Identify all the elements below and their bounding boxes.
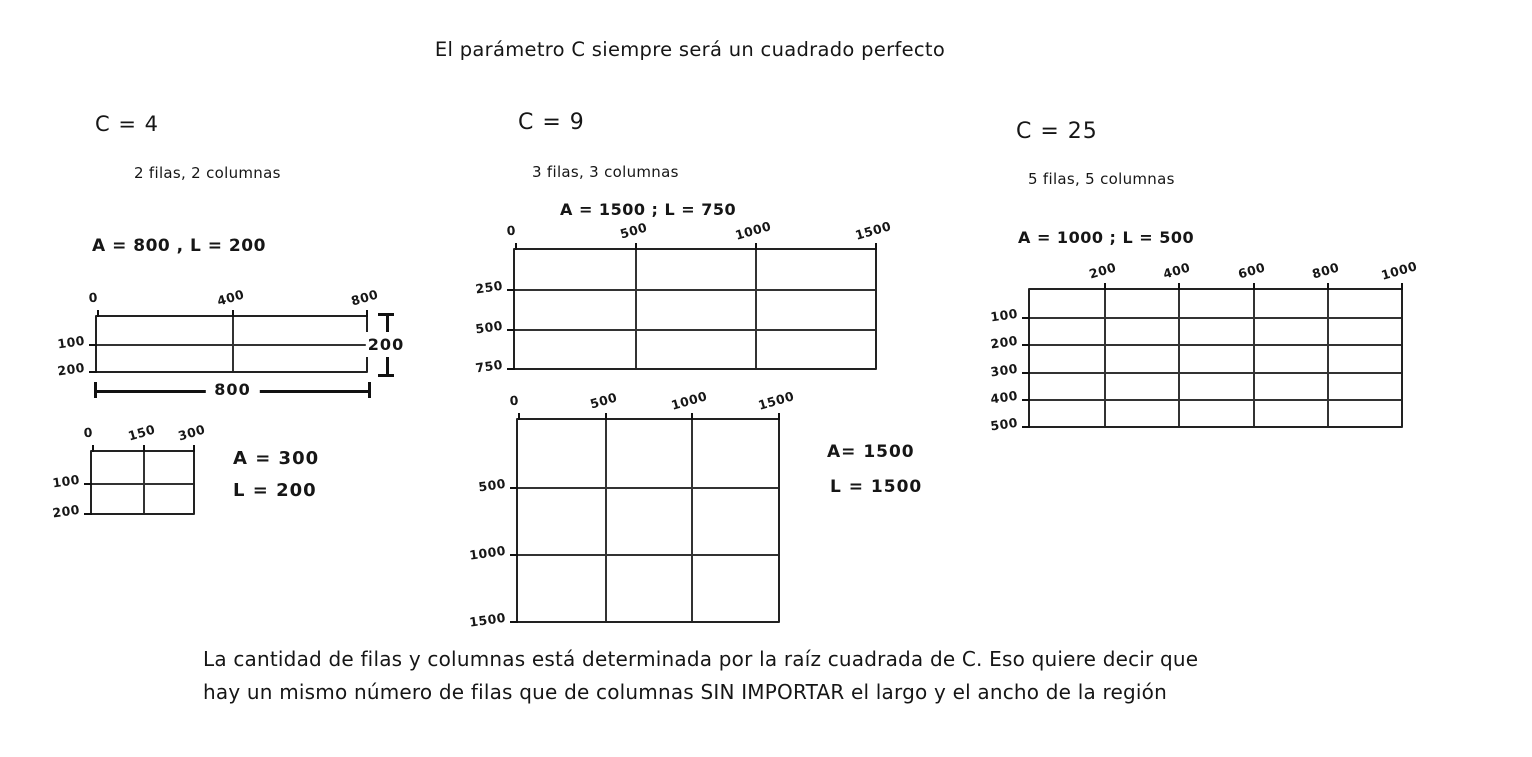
x-tick-label: 500	[587, 389, 619, 412]
grid-row-line	[92, 483, 193, 485]
y-axis-tick	[507, 329, 515, 331]
c4-side-area-label: A = 300	[233, 448, 320, 469]
section-c9-params: A = 1500 ; L = 750	[560, 200, 737, 219]
x-tick-label: 1000	[733, 218, 773, 243]
x-tick-label: 0	[506, 222, 517, 239]
x-axis-tick	[635, 243, 637, 250]
y-tick-label: 200	[51, 501, 81, 521]
y-axis-tick	[1022, 399, 1030, 401]
x-axis-tick	[1178, 283, 1180, 290]
height-dimension-label: 200	[366, 332, 406, 357]
grid-row-line	[515, 329, 875, 331]
x-axis-tick	[1104, 283, 1106, 290]
grid-column-line	[635, 250, 637, 368]
grid-row-line	[1030, 317, 1401, 319]
y-tick-label: 300	[989, 360, 1019, 380]
y-axis-tick	[89, 344, 97, 346]
y-tick-label: 250	[474, 278, 504, 297]
grid-column-line	[1178, 290, 1180, 426]
y-axis-tick	[510, 554, 518, 556]
section-c9-heading: C = 9	[518, 110, 585, 135]
section-c25-heading: C = 25	[1016, 119, 1098, 144]
x-axis-tick	[232, 310, 234, 317]
c9-side-area-label: A= 1500	[827, 442, 915, 462]
x-tick-label: 800	[1310, 259, 1341, 282]
x-tick-label: 1000	[1379, 258, 1419, 283]
x-axis-tick	[515, 243, 517, 250]
grid-c9-wide	[474, 218, 893, 376]
grid-column-line	[691, 420, 693, 621]
section-c4-params: A = 800 , L = 200	[92, 236, 266, 256]
grid-c4-small	[51, 421, 207, 521]
grid-column-line	[1253, 290, 1255, 426]
section-c9-subheading: 3 filas, 3 columnas	[532, 163, 679, 181]
section-c25-params: A = 1000 ; L = 500	[1018, 228, 1195, 247]
x-axis-tick	[1253, 283, 1255, 290]
y-axis-tick	[84, 513, 92, 515]
y-tick-label: 200	[56, 359, 86, 379]
x-axis-tick	[143, 445, 145, 452]
y-tick-label: 750	[474, 356, 504, 376]
x-tick-label: 600	[1235, 259, 1267, 282]
x-axis-tick	[92, 445, 94, 452]
x-axis-tick	[193, 445, 195, 452]
x-axis-tick	[518, 413, 520, 420]
x-axis-tick	[366, 310, 368, 317]
grid-c25-main	[989, 258, 1419, 434]
y-axis-tick	[1022, 317, 1030, 319]
section-c4-subheading: 2 filas, 2 columnas	[134, 164, 281, 182]
y-axis-tick	[1022, 344, 1030, 346]
c9-side-length-label: L = 1500	[830, 477, 923, 497]
x-axis-tick	[1327, 283, 1329, 290]
grid-row-line	[518, 554, 778, 556]
grid-row-line	[515, 289, 875, 291]
y-axis-tick	[1022, 426, 1030, 428]
grid-column-line	[605, 420, 607, 621]
x-tick-label: 1500	[853, 218, 893, 243]
x-axis-tick	[875, 243, 877, 250]
c4-side-length-label: L = 200	[233, 480, 317, 501]
grid-row-line	[1030, 344, 1401, 346]
y-axis-tick	[84, 483, 92, 485]
y-axis-tick	[510, 487, 518, 489]
grid-row-line	[518, 487, 778, 489]
y-tick-label: 500	[989, 414, 1019, 434]
x-axis-tick	[778, 413, 780, 420]
x-tick-label: 400	[214, 286, 246, 309]
x-tick-label: 0	[509, 392, 520, 409]
y-tick-label: 100	[989, 305, 1019, 325]
page-title: El parámetro C siempre será un cuadrado perfecto	[434, 38, 946, 61]
y-axis-tick	[1022, 372, 1030, 374]
x-tick-label: 500	[618, 219, 649, 242]
y-tick-label: 1000	[468, 542, 507, 563]
grid-column-line	[1104, 290, 1106, 426]
y-axis-tick	[89, 371, 97, 373]
grid-column-line	[755, 250, 757, 368]
x-axis-tick	[605, 413, 607, 420]
width-dimension-label: 800	[205, 380, 259, 399]
footer-line-1: La cantidad de filas y columnas está determinada por la raíz cuadrada de C. Eso quiere decir que	[203, 647, 1199, 671]
x-axis-tick	[1401, 283, 1403, 290]
x-axis-tick	[97, 310, 99, 317]
grid-row-line	[1030, 372, 1401, 374]
x-axis-tick	[755, 243, 757, 250]
x-tick-label: 0	[83, 424, 94, 441]
y-tick-label: 200	[989, 333, 1019, 352]
x-tick-label: 400	[1161, 259, 1193, 282]
y-axis-tick	[507, 368, 515, 370]
y-tick-label: 400	[989, 387, 1019, 407]
y-tick-label: 100	[51, 471, 81, 490]
grid-row-line	[1030, 399, 1401, 401]
x-tick-label: 300	[176, 421, 207, 444]
footer-line-2: hay un mismo número de filas que de columnas SIN IMPORTAR el largo y el ancho de la región	[203, 680, 1167, 704]
x-tick-label: 200	[1087, 259, 1119, 282]
y-tick-label: 1500	[468, 609, 507, 630]
x-tick-label: 1500	[756, 388, 796, 413]
y-tick-label: 500	[477, 475, 507, 495]
grid-c4-main	[56, 286, 380, 379]
section-c25-subheading: 5 filas, 5 columnas	[1028, 170, 1175, 188]
height-dimension-bracket	[367, 313, 405, 377]
x-tick-label: 1000	[669, 388, 710, 413]
y-axis-tick	[510, 621, 518, 623]
x-tick-label: 0	[88, 289, 99, 306]
grid-column-line	[1327, 290, 1329, 426]
x-tick-label: 800	[349, 286, 380, 309]
y-tick-label: 500	[474, 317, 504, 337]
x-tick-label: 150	[125, 421, 157, 444]
y-tick-label: 100	[56, 332, 86, 352]
y-axis-tick	[507, 289, 515, 291]
grid-row-line	[97, 344, 366, 346]
width-dimension-bracket	[94, 382, 371, 398]
x-axis-tick	[691, 413, 693, 420]
section-c4-heading: C = 4	[95, 112, 159, 136]
grid-c9-square	[468, 388, 796, 630]
